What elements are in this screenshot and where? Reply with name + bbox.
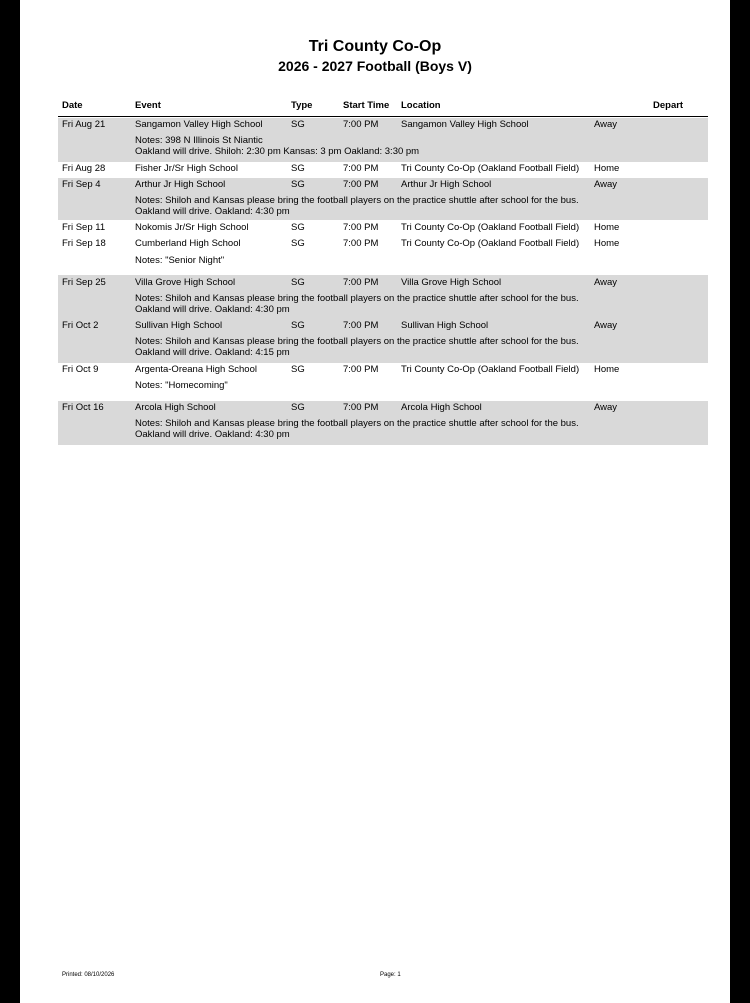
game-home-away: Home: [594, 364, 620, 375]
game-home-away: Home: [594, 222, 620, 233]
game-type: SG: [291, 163, 305, 174]
game-note: Notes: Shiloh and Kansas please bring the football players on the practice shuttle after school for the bus.: [135, 336, 579, 347]
game-note: Oakland will drive. Oakland: 4:30 pm: [135, 304, 290, 315]
page-subtitle: 2026 - 2027 Football (Boys V): [278, 58, 472, 74]
schedule-page: [20, 0, 730, 1003]
page-title: Tri County Co-Op: [308, 38, 442, 55]
game-note: Notes: "Senior Night": [135, 255, 225, 266]
game-type: SG: [291, 179, 305, 190]
game-note: Oakland will drive. Shiloh: 2:30 pm Kansas: 3 pm Oakland: 3:30 pm: [135, 146, 420, 157]
game-event: Sangamon Valley High School: [135, 119, 263, 130]
game-note: Notes: "Homecoming": [135, 380, 228, 391]
game-event: Nokomis Jr/Sr High School: [135, 222, 249, 233]
game-home-away: Away: [594, 402, 618, 413]
game-type: SG: [291, 402, 305, 413]
game-note: Oakland will drive. Oakland: 4:30 pm: [135, 429, 290, 440]
game-date: Fri Aug 21: [62, 119, 106, 130]
page-number: Page: 1: [380, 972, 401, 978]
game-date: Fri Sep 11: [62, 222, 106, 233]
game-location: Tri County Co-Op (Oakland Football Field): [401, 222, 580, 233]
game-note: Oakland will drive. Oakland: 4:30 pm: [135, 206, 290, 217]
table-row: [58, 275, 708, 319]
header-depart: Depart: [653, 100, 684, 111]
game-time: 7:00 PM: [343, 364, 379, 375]
game-date: Fri Sep 4: [62, 179, 101, 190]
header-date: Date: [62, 100, 83, 111]
header-type: Type: [291, 100, 313, 111]
game-note: Oakland will drive. Oakland: 4:15 pm: [135, 347, 290, 358]
game-location: Villa Grove High School: [401, 277, 502, 288]
game-type: SG: [291, 222, 305, 233]
game-location: Sullivan High School: [401, 320, 489, 331]
game-home-away: Away: [594, 320, 618, 331]
game-date: Fri Oct 16: [62, 402, 104, 413]
table-row: [58, 401, 708, 445]
game-date: Fri Sep 18: [62, 238, 106, 249]
game-time: 7:00 PM: [343, 179, 379, 190]
table-header: [58, 100, 708, 117]
game-location: Tri County Co-Op (Oakland Football Field): [401, 163, 580, 174]
game-home-away: Away: [594, 277, 618, 288]
game-location: Sangamon Valley High School: [401, 119, 529, 130]
header-start-time: Start Time: [343, 100, 390, 111]
game-date: Fri Aug 28: [62, 163, 106, 174]
game-event: Arcola High School: [135, 402, 216, 413]
game-time: 7:00 PM: [343, 402, 379, 413]
game-type: SG: [291, 119, 305, 130]
game-event: Fisher Jr/Sr High School: [135, 163, 238, 174]
game-event: Villa Grove High School: [135, 277, 236, 288]
game-type: SG: [291, 238, 305, 249]
game-home-away: Away: [594, 119, 618, 130]
table-row: [58, 178, 708, 220]
game-type: SG: [291, 320, 305, 331]
game-type: SG: [291, 277, 305, 288]
game-location: Tri County Co-Op (Oakland Football Field): [401, 238, 580, 249]
game-event: Sullivan High School: [135, 320, 223, 331]
table-row: [58, 237, 708, 275]
game-location: Arthur Jr High School: [401, 179, 492, 190]
table-row: [58, 221, 708, 237]
game-time: 7:00 PM: [343, 119, 379, 130]
game-event: Arthur Jr High School: [135, 179, 226, 190]
game-note: Notes: 398 N Illinois St Niantic: [135, 135, 263, 146]
game-home-away: Home: [594, 163, 620, 174]
header-event: Event: [135, 100, 161, 111]
game-time: 7:00 PM: [343, 222, 379, 233]
game-event: Argenta-Oreana High School: [135, 364, 257, 375]
game-time: 7:00 PM: [343, 277, 379, 288]
table-row: [58, 118, 708, 162]
table-row: [58, 319, 708, 363]
game-time: 7:00 PM: [343, 320, 379, 331]
game-date: Fri Oct 2: [62, 320, 99, 331]
game-time: 7:00 PM: [343, 163, 379, 174]
header-location: Location: [401, 100, 441, 111]
game-time: 7:00 PM: [343, 238, 379, 249]
game-note: Notes: Shiloh and Kansas please bring the football players on the practice shuttle after school for the bus.: [135, 293, 579, 304]
game-home-away: Away: [594, 179, 618, 190]
table-row: [58, 363, 708, 401]
printed-date: Printed: 08/10/2026: [62, 972, 115, 978]
table-row: [58, 162, 708, 178]
game-note: Notes: Shiloh and Kansas please bring the football players on the practice shuttle after school for the bus.: [135, 195, 579, 206]
game-home-away: Home: [594, 238, 620, 249]
game-type: SG: [291, 364, 305, 375]
game-event: Cumberland High School: [135, 238, 241, 249]
game-note: Notes: Shiloh and Kansas please bring the football players on the practice shuttle after school for the bus.: [135, 418, 579, 429]
game-location: Arcola High School: [401, 402, 482, 413]
game-location: Tri County Co-Op (Oakland Football Field): [401, 364, 580, 375]
game-date: Fri Oct 9: [62, 364, 99, 375]
game-date: Fri Sep 25: [62, 277, 106, 288]
